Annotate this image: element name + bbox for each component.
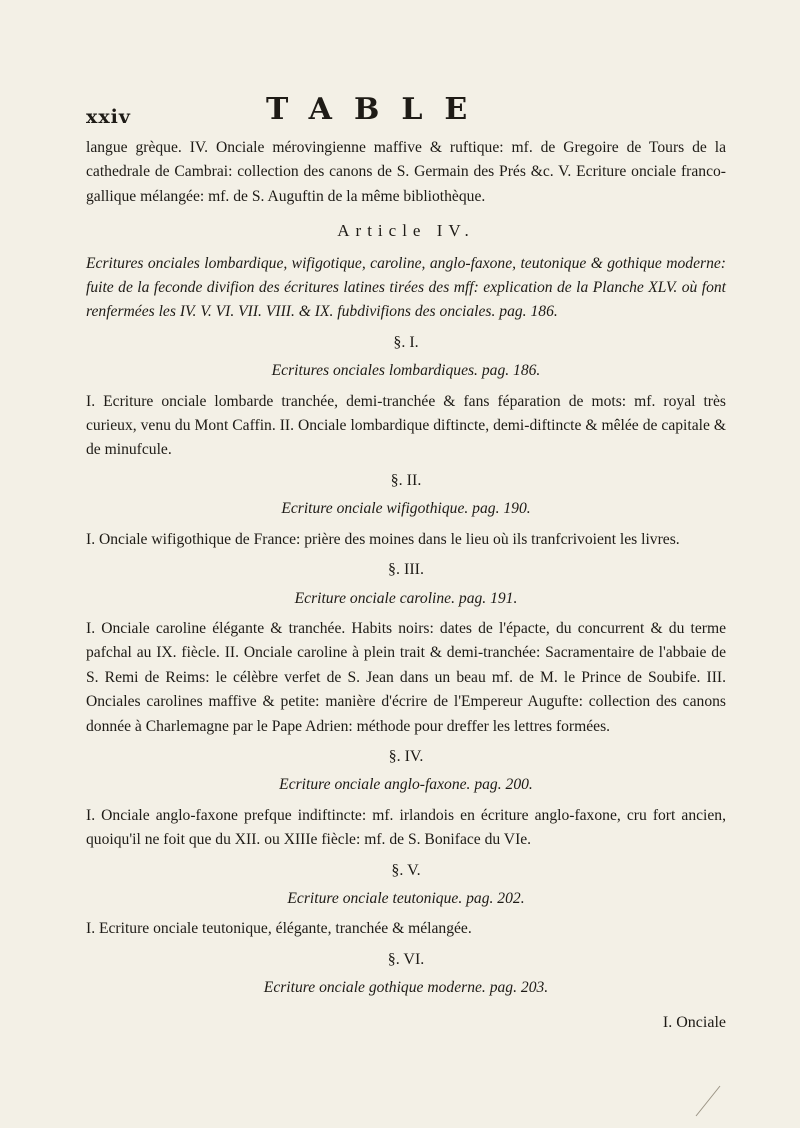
catchword: I. Onciale: [662, 1013, 726, 1031]
section-title: Ecriture onciale anglo-faxone. pag. 200.: [279, 776, 533, 794]
article-summary: Ecritures onciales lombardique, wifigotique, caroline, anglo-faxone, teutonique & gothique moderne: fuite de la feconde divifion des écritures latines tirées des mff: explication de la Planche XLV. où font renfermées les IV. V. VI. VII. VIII. & IX. fubdivifions des onciales. pag. 186.: [86, 254, 726, 321]
running-head: [86, 92, 726, 132]
intro-paragraph: langue grèque. IV. Onciale mérovingienne maffive & ruftique: mf. de Gregoire de Tours de la cathedrale de Cambrai: collection des canons de S. Germain des Prés &c. V. Ecriture onciale franco-gallique mélangée: mf. de S. Auguftin de la même bibliothèque.: [86, 139, 726, 205]
article-heading: Article IV.: [337, 221, 475, 241]
page-footer: [86, 1007, 726, 1037]
text-body: [86, 136, 726, 1037]
section-number: §. III.: [388, 561, 424, 579]
section-text: I. Onciale anglo-faxone prefque indiftincte: mf. irlandois en écriture anglo-faxone, cru fort ancien, quoiqu'il ne foit que du XII. ou XIIIe fiècle: mf. de S. Boniface du VIe.: [86, 806, 726, 849]
section-number: §. I.: [393, 333, 419, 351]
section-text: I. Onciale wifigothique de France: prière des moines dans le lieu où ils tranfcrivoient les livres.: [86, 530, 680, 548]
section-title: Ecriture onciale gothique moderne. pag. 203.: [263, 979, 549, 997]
section-number: §. IV.: [388, 747, 424, 765]
section-text: I. Ecriture onciale lombarde tranchée, demi-tranchée & fans féparation de mots: mf. royal très curieux, venu du Mont Caffin. II. Onciale lombardique diftincte, demi-diftincte & mêlée de capitale & de minufcule.: [86, 392, 726, 459]
stray-pen-mark: [690, 1080, 730, 1120]
page-number: xxiv: [86, 106, 131, 128]
section-title: Ecriture onciale caroline. pag. 191.: [294, 589, 518, 607]
section-title: Ecritures onciales lombardiques. pag. 186.: [271, 362, 541, 380]
section-number: §. II.: [390, 471, 422, 489]
section-number: §. VI.: [387, 950, 425, 968]
section-text: I. Ecriture onciale teutonique, élégante, tranchée & mélangée.: [86, 920, 472, 938]
section-number: §. V.: [391, 861, 421, 879]
running-title: TABLE: [266, 92, 490, 127]
section-text: I. Onciale caroline élégante & tranchée. Habits noirs: dates de l'épacte, du concurrent & du terme pafchal au IX. fiècle. II. Onciale caroline à plein trait & demi-tranchée: Sacramentaire de l'abbaie de S. Remi de Reims: le célèbre verfet de S. Jean dans un beau mf. de M. le Prince de Soubife. III. Onciales carolines maffive & petite: manière d'écrire de l'Empereur Augufte: collection des canons donnée à Charlemagne par le Pape Adrien: méthode pour dreffer les lettres formées.: [86, 619, 726, 735]
section-title: Ecriture onciale wifigothique. pag. 190.: [281, 500, 531, 518]
section-title: Ecriture onciale teutonique. pag. 202.: [287, 889, 525, 907]
